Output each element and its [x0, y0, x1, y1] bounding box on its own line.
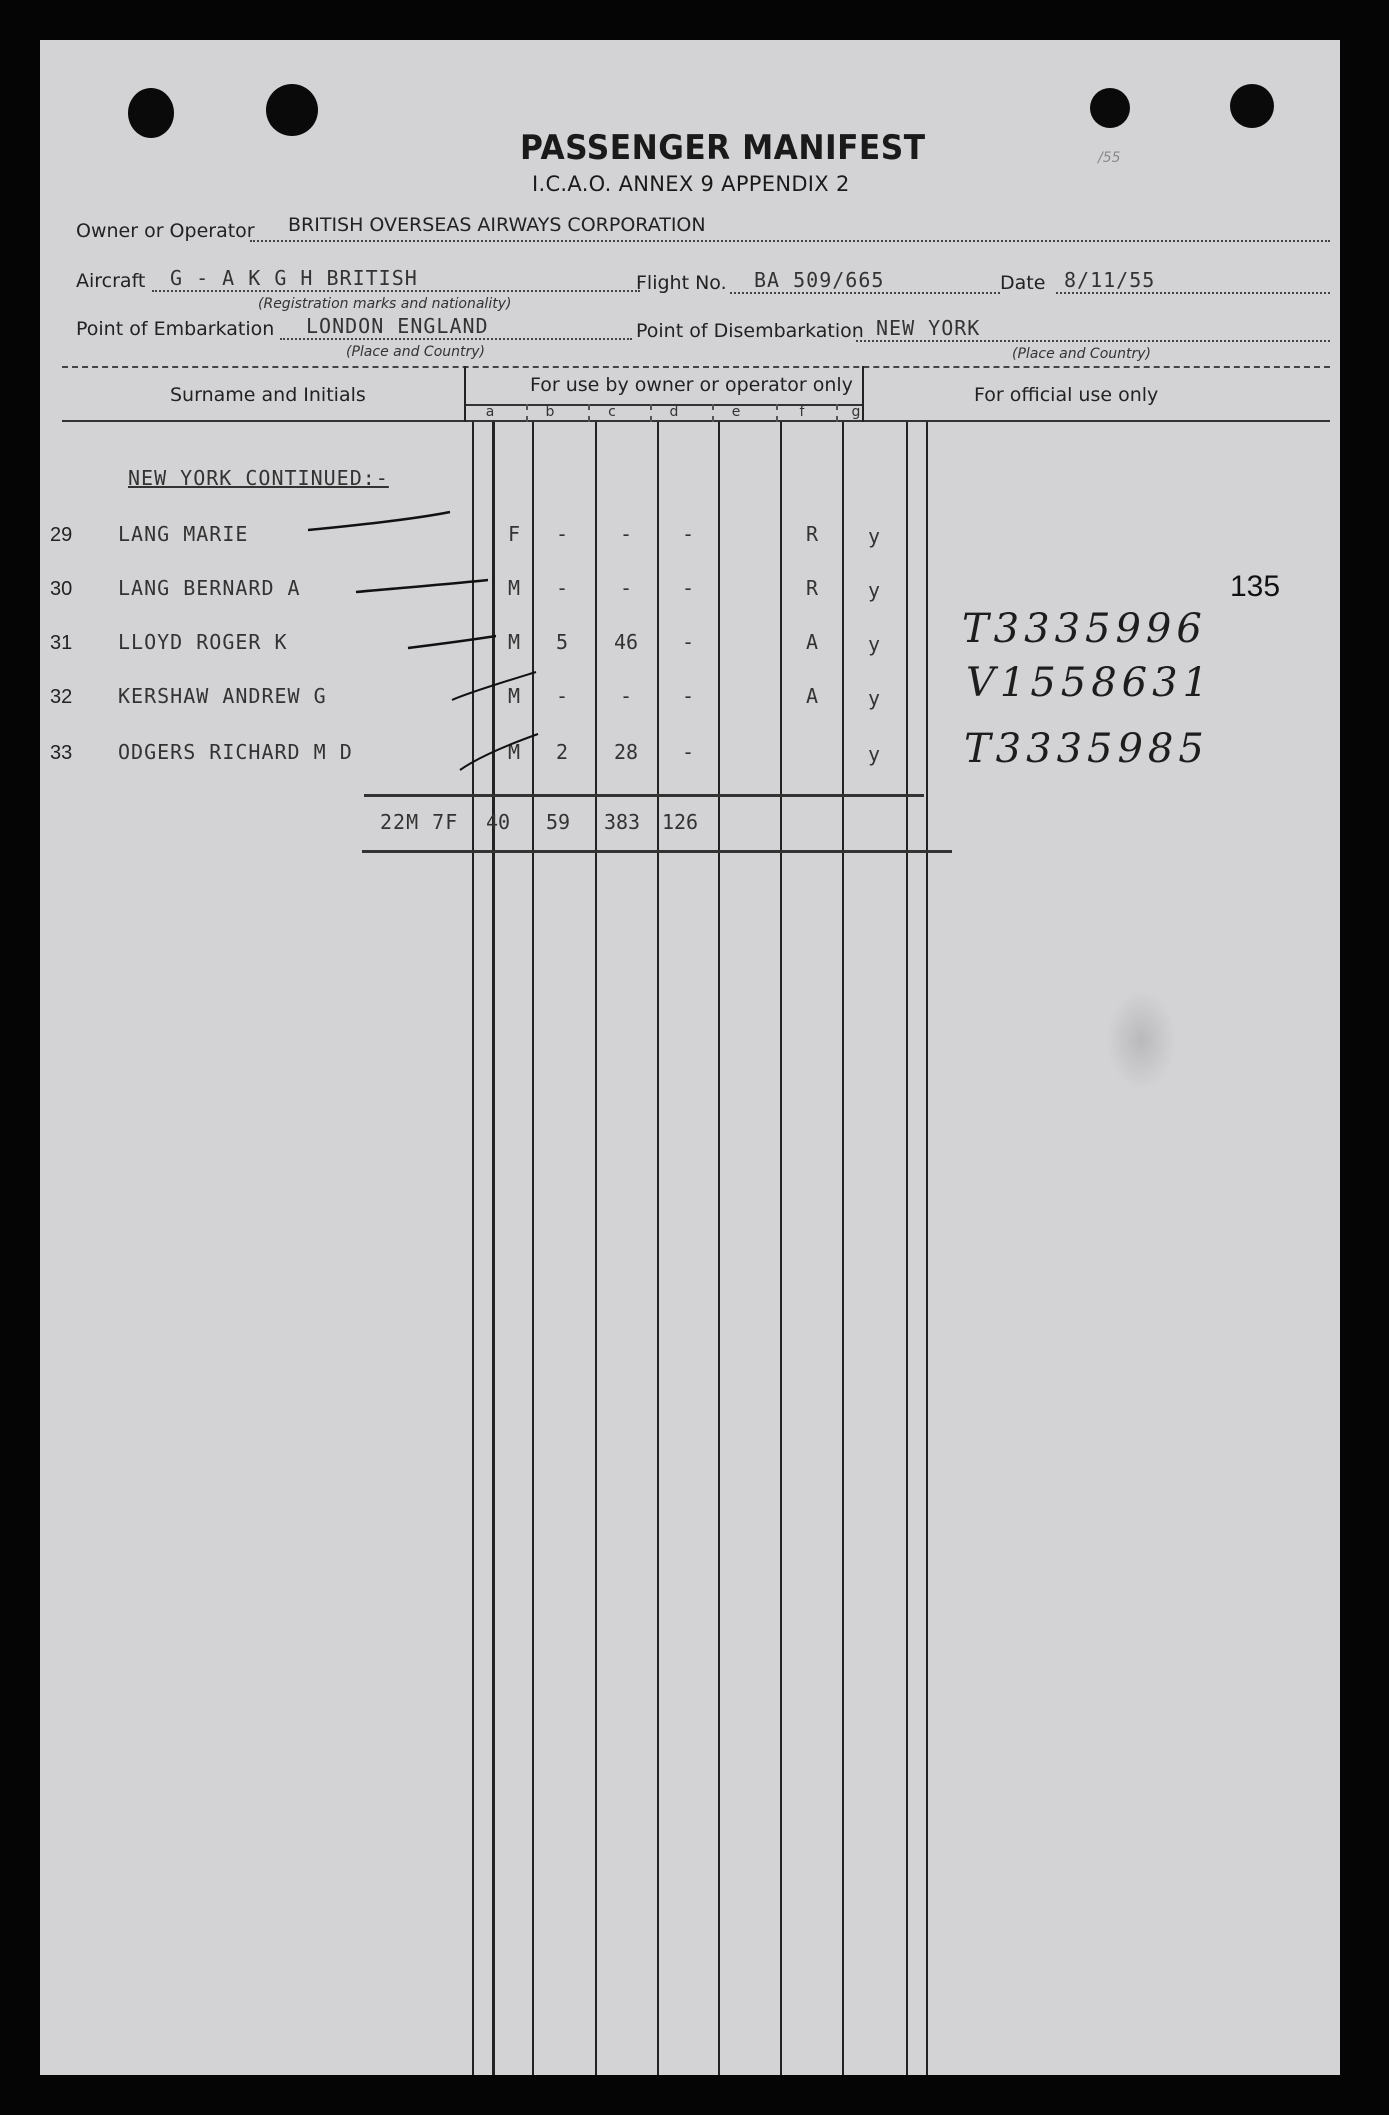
col-header-a: a — [485, 404, 495, 420]
official-entry: T3335996 — [962, 606, 1207, 652]
owner-label: Owner or Operator — [76, 220, 255, 242]
totals-label: 22M 7F — [380, 810, 459, 834]
embark-value: LONDON ENGLAND — [306, 314, 489, 338]
cell-g: y — [867, 742, 881, 766]
pen-stroke-29 — [308, 512, 450, 530]
cell-b: - — [555, 522, 569, 546]
cell-f: A — [805, 684, 819, 708]
cell-b: 5 — [555, 630, 569, 654]
embark-note: (Place and Country) — [346, 344, 486, 360]
cell-d: - — [681, 522, 695, 546]
cell-b: - — [555, 576, 569, 600]
col-header-d: d — [669, 404, 679, 420]
cell-c: 28 — [613, 740, 639, 764]
aircraft-note: (Registration marks and nationality) — [258, 296, 512, 312]
cell-g: y — [867, 632, 881, 656]
page-subtitle: I.C.A.O. ANNEX 9 APPENDIX 2 — [532, 172, 850, 196]
cell-g: y — [867, 578, 881, 602]
owner-use-header: For use by owner or operator only — [530, 374, 853, 396]
row-number: 30 — [50, 578, 73, 600]
corner-mark: /55 — [1098, 150, 1121, 166]
pen-stroke-33 — [460, 734, 538, 770]
cell-a: M — [507, 684, 521, 708]
cell-f: A — [805, 630, 819, 654]
cell-d: - — [681, 684, 695, 708]
pen-strokes — [40, 40, 1340, 840]
passenger-name: KERSHAW ANDREW G — [118, 684, 327, 708]
col-header-f: f — [799, 404, 805, 420]
row-number: 31 — [50, 632, 73, 654]
totals-bottom-rule — [362, 850, 952, 853]
cell-c: 46 — [613, 630, 639, 654]
cell-d: - — [681, 740, 695, 764]
official-use-header: For official use only — [974, 384, 1159, 406]
passenger-name: ODGERS RICHARD M D — [118, 740, 353, 764]
official-entry: V1558631 — [966, 660, 1214, 706]
cell-c: - — [619, 684, 633, 708]
col-header-g: g — [851, 404, 861, 420]
cell-g: y — [867, 686, 881, 710]
cell-c: - — [619, 522, 633, 546]
page-stamp-number: 135 — [1230, 570, 1281, 603]
cell-b: 2 — [555, 740, 569, 764]
total-d: 126 — [661, 810, 699, 834]
passenger-name: LANG MARIE — [118, 522, 249, 546]
total-a: 40 — [485, 810, 511, 834]
manifest-sheet — [40, 40, 1340, 2075]
cell-a: M — [507, 576, 521, 600]
row-number: 29 — [50, 524, 73, 546]
surname-header: Surname and Initials — [170, 384, 366, 406]
cell-a: M — [507, 630, 521, 654]
official-entry: T3335985 — [964, 726, 1209, 772]
cell-f: R — [805, 522, 819, 546]
pen-stroke-32 — [452, 672, 536, 700]
cell-a: M — [507, 740, 521, 764]
owner-value: BRITISH OVERSEAS AIRWAYS CORPORATION — [288, 214, 706, 236]
cell-f: R — [805, 576, 819, 600]
cell-g: y — [867, 524, 881, 548]
cell-c: - — [619, 576, 633, 600]
cell-d: - — [681, 576, 695, 600]
date-label: Date — [1000, 272, 1046, 294]
section-label: NEW YORK CONTINUED:- — [128, 466, 389, 490]
disembark-label: Point of Disembarkation — [636, 320, 864, 342]
total-c: 383 — [603, 810, 641, 834]
flight-value: BA 509/665 — [754, 268, 885, 292]
embark-label: Point of Embarkation — [76, 318, 275, 340]
pen-stroke-30 — [356, 580, 488, 592]
passenger-name: LANG BERNARD A — [118, 576, 301, 600]
col-header-b: b — [545, 404, 555, 420]
row-number: 32 — [50, 686, 73, 708]
aircraft-value: G - A K G H BRITISH — [170, 266, 418, 290]
totals-top-rule — [364, 794, 924, 797]
col-header-e: e — [731, 404, 741, 420]
page-title: PASSENGER MANIFEST — [520, 128, 926, 168]
cell-d: - — [681, 630, 695, 654]
pen-stroke-31 — [408, 636, 496, 648]
date-value: 8/11/55 — [1064, 268, 1156, 292]
disembark-note: (Place and Country) — [1012, 346, 1152, 362]
row-number: 33 — [50, 742, 73, 764]
disembark-value: NEW YORK — [876, 316, 981, 340]
flight-label: Flight No. — [636, 272, 727, 294]
aircraft-label: Aircraft — [76, 270, 146, 292]
cell-a: F — [507, 522, 521, 546]
col-header-c: c — [608, 404, 616, 420]
total-b: 59 — [545, 810, 571, 834]
passenger-name: LLOYD ROGER K — [118, 630, 288, 654]
faint-smudge — [1106, 990, 1176, 1090]
cell-b: - — [555, 684, 569, 708]
